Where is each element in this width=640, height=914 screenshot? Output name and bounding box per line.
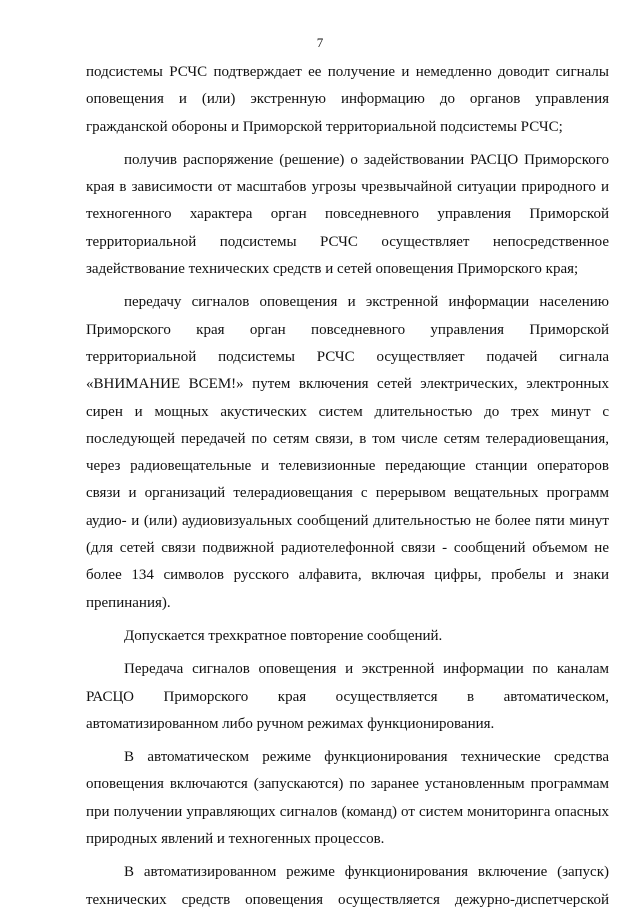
paragraph-order-received: получив распоряжение (решение) о задействовании РАСЦО Приморского края в зависимости от масштабов угрозы чрезвычайной ситуации природного и техногенного характера орган повседневного управления Приморской территориальной подсистемы РСЧС осуществляет непосредственное задействование технических средств и сетей оповещения Приморского края; bbox=[86, 151, 609, 278]
page-number: 7 bbox=[316, 35, 324, 50]
paragraph-continuation: подсистемы РСЧС подтверждает ее получение и немедленно доводит сигналы оповещения и (или) экстренную информацию до органов управления гражданской обороны и Приморской территориальной подсистемы РСЧС; bbox=[86, 64, 609, 135]
paragraph-signal-transmission: передачу сигналов оповещения и экстренной информации населению Приморского края орган повседневного управления Приморской территориальной подсистемы РСЧС осуществляет подачей сигнала «ВНИМАНИЕ ВСЕМ!» путем включения сетей электрических, электронных сирен и мощных акустических систем длительностью до трех минут с последующей передачей по сетям связи, в том числе сетям телерадиовещания, через радиовещательные и телевизионные передающие станции операторов связи и организаций телерадиовещания с перерывом вещательных программ аудио- и (или) аудиовизуальных сообщений длительностью не более пяти минут (для сетей связи подвижной радиотелефонной связи - сообщений объемом не более 134 символов русского алфавита, включая цифры, пробелы и знаки препинания). bbox=[86, 294, 609, 611]
paragraph-automatic-mode: В автоматическом режиме функционирования технические средства оповещения включаются (запускаются) по заранее установленным программам при получении управляющих сигналов (команд) от систем мониторинга опасных природных явлений и техногенных процессов. bbox=[86, 749, 609, 848]
document-body bbox=[86, 59, 609, 914]
paragraph-automated-mode: В автоматизированном режиме функционирования включение (запуск) технических средств оповещения осуществляется дежурно-диспетчерской bbox=[86, 864, 609, 908]
paragraph-repeat-messages: Допускается трехкратное повторение сообщений. bbox=[124, 627, 443, 644]
paragraph-modes: Передача сигналов оповещения и экстренной информации по каналам РАСЦО Приморского края осуществляется в автоматическом, автоматизированном либо ручном режимах функционирования. bbox=[86, 661, 609, 732]
